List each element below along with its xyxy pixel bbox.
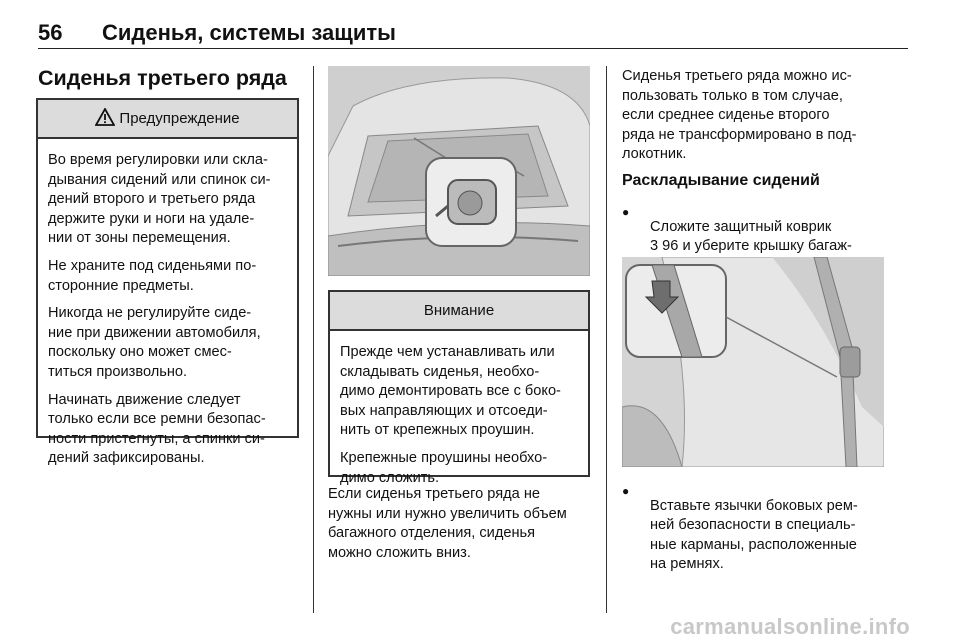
caution-body bbox=[330, 331, 588, 488]
text-line: Во время регулировки или скла- bbox=[48, 152, 268, 168]
text-line: Прежде чем устанавливать или bbox=[340, 344, 555, 360]
warning-box bbox=[36, 98, 299, 467]
step-text bbox=[650, 482, 858, 590]
trunk-illustration bbox=[328, 66, 590, 276]
chapter-title: Сиденья, системы защиты bbox=[102, 20, 396, 45]
text-line: сторонние предметы. bbox=[48, 277, 194, 294]
text-line: ные карманы, расположенные bbox=[650, 536, 857, 553]
warning-paragraph bbox=[48, 391, 289, 469]
text-line: Вставьте язычки боковых рем- bbox=[650, 497, 858, 514]
text-line: нии от зоны перемещения. bbox=[48, 230, 231, 247]
text-line: Начинать движение следует bbox=[48, 391, 241, 408]
page-number: 56 bbox=[38, 20, 63, 45]
text-line: Не храните под сиденьями по- bbox=[48, 257, 257, 274]
bullet-icon: ● bbox=[622, 484, 630, 498]
warning-body bbox=[38, 139, 297, 469]
paragraph bbox=[328, 485, 598, 563]
text-line: нить от крепежных проушин. bbox=[340, 422, 535, 439]
text-line: багажного отделения, сиденья bbox=[328, 525, 536, 542]
caution-header bbox=[330, 292, 588, 331]
paragraph bbox=[622, 67, 902, 165]
page-header bbox=[38, 20, 396, 46]
text-line: Крепежные проушины необхо- bbox=[340, 449, 548, 466]
warning-heading: Предупреждение bbox=[119, 110, 240, 127]
text-line: держите руки и ноги на удале- bbox=[48, 210, 255, 227]
caution-paragraph bbox=[340, 343, 580, 441]
text-line: ние при движении автомобиля, bbox=[48, 324, 261, 341]
text-line: на ремнях. bbox=[650, 556, 724, 573]
text-line: димо демонтировать все с боко- bbox=[340, 383, 561, 400]
section-title: Сиденья третьего ряда bbox=[38, 66, 287, 90]
warning-paragraph bbox=[48, 257, 289, 296]
caution-paragraph bbox=[340, 449, 580, 488]
text-line: складывать сиденья, необхо- bbox=[340, 363, 540, 380]
text-line: Сложите защитный коврик bbox=[650, 218, 832, 235]
subsection-title: Раскладывание сидений bbox=[622, 172, 820, 189]
warning-paragraph bbox=[48, 304, 289, 382]
text-line: 3 96 и уберите крышку багаж- bbox=[650, 238, 852, 255]
text-line: локотник. bbox=[622, 146, 687, 163]
text-line: пользовать только в том случае, bbox=[622, 87, 843, 104]
text-line: если среднее сиденье второго bbox=[622, 107, 830, 124]
text-line: Никогда не регулируйте сиде- bbox=[48, 305, 252, 322]
text-line: нужны или нужно увеличить объем bbox=[328, 505, 567, 522]
step-item bbox=[622, 482, 902, 573]
middle-paragraph bbox=[328, 485, 598, 563]
caution-box bbox=[328, 290, 590, 486]
column-divider-right bbox=[606, 66, 607, 613]
warning-paragraph bbox=[48, 151, 289, 249]
warning-header bbox=[38, 100, 297, 139]
seatbelt-illustration bbox=[622, 257, 884, 467]
text-line: дывания сидений или спинок си- bbox=[48, 171, 271, 188]
header-rule bbox=[38, 48, 908, 49]
text-line: Сиденья третьего ряда можно ис- bbox=[622, 68, 852, 84]
paragraph bbox=[650, 497, 858, 575]
text-line: Если сиденья третьего ряда не bbox=[328, 486, 541, 502]
watermark: carmanualsonline.info bbox=[670, 614, 910, 639]
right-intro-paragraph bbox=[622, 67, 902, 165]
text-line: димо сложить. bbox=[340, 469, 440, 486]
text-line: дений второго и третьего ряда bbox=[48, 191, 256, 208]
text-line: титься произвольно. bbox=[48, 363, 188, 380]
caution-heading: Внимание bbox=[423, 302, 495, 319]
text-line: ряда не трансформировано в под- bbox=[622, 126, 857, 143]
bullet-icon: ● bbox=[622, 205, 630, 219]
text-line: ности пристегнуты, а спинки си- bbox=[48, 430, 265, 447]
text-line: ней безопасности в специаль- bbox=[650, 517, 856, 534]
step-item bbox=[622, 203, 902, 263]
text-line: только если все ремни безопас- bbox=[48, 411, 266, 428]
text-line: поскольку оно может смес- bbox=[48, 344, 232, 361]
text-line: дений зафиксированы. bbox=[48, 450, 205, 467]
column-divider-left bbox=[313, 66, 314, 613]
text-line: можно сложить вниз. bbox=[328, 544, 471, 561]
warning-triangle-icon bbox=[95, 108, 115, 130]
text-line: вых направляющих и отсоеди- bbox=[340, 402, 548, 419]
